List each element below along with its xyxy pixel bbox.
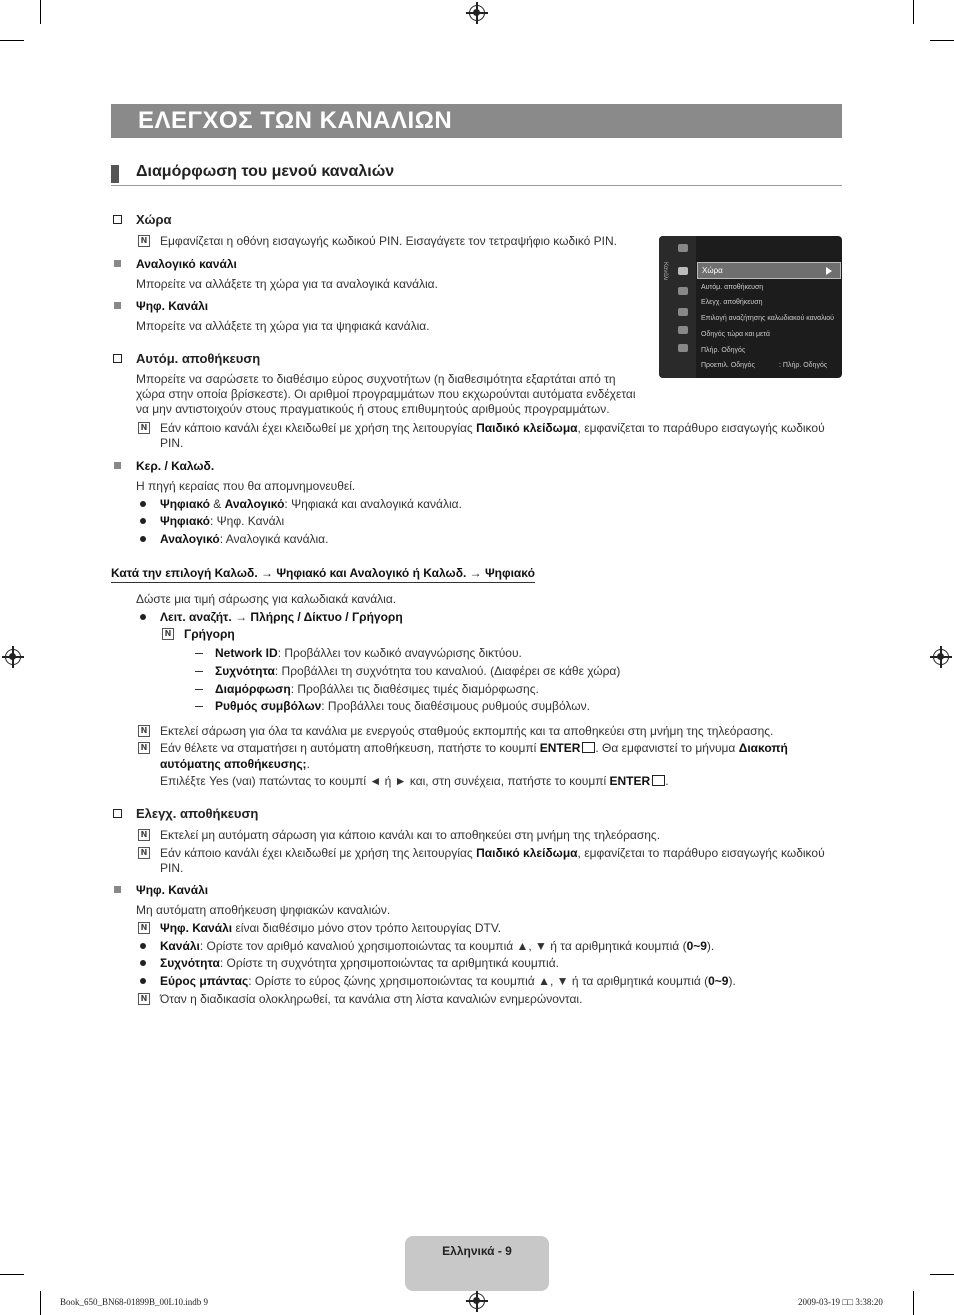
note-icon: N [162, 628, 174, 640]
note-icon: N [138, 742, 150, 754]
tv-menu-item: Οδηγός τώρα και μετά [701, 331, 770, 338]
page-number-box [405, 1236, 549, 1291]
section-marker [111, 165, 119, 183]
bullet-icon [140, 518, 146, 524]
tv-menu-side-label: Κανάλι [662, 262, 668, 281]
crop-mark [40, 1291, 41, 1315]
note-icon: N [138, 847, 150, 859]
auto-store-line: χώρα στην οποία βρίσκεστε). Οι αριθμοί προγραμμάτων που εκχωρούνται αυτόματα ενδέχεται [136, 387, 636, 401]
bullet-icon [140, 943, 146, 949]
bullet-icon [140, 536, 146, 542]
cable-search-mode: Λειτ. αναζήτ. → Πλήρης / Δίκτυο / Γρήγορη [160, 610, 403, 624]
crop-mark [0, 1274, 24, 1275]
note-icon: N [138, 922, 150, 934]
dash-icon [195, 653, 203, 654]
manual-option: Εύρος μπάντας: Ορίστε το εύρος ζώνης χρησιμοποιώντας τα κουμπιά ▲, ▼ ή τα αριθμητικά κουμπιά (0~9). [160, 974, 736, 988]
antenna-option: Ψηφιακό: Ψηφ. Κανάλι [160, 514, 285, 528]
manual-option: Συχνότητα: Ορίστε τη συχνότητα χρησιμοποιώντας τα αριθμητικά κουμπιά. [160, 956, 559, 970]
cable-note: Εκτελεί σάρωση για όλα τα κανάλια με ενεργούς σταθμούς εκπομπής και τα αποθηκεύει στη μνήμη της τηλεόρασης. [160, 724, 774, 738]
cable-heading: Κατά την επιλογή Καλωδ. → Ψηφιακό και Αναλογικό ή Καλωδ. → Ψηφιακό [111, 566, 535, 581]
support-icon [678, 308, 688, 316]
square-bullet-icon [114, 260, 121, 267]
auto-store-line: να μην αντιστοιχούν στους πραγματικούς ή στους επιθυμητούς αριθμούς προγραμμάτων. [136, 402, 610, 416]
cable-detail: Συχνότητα: Προβάλλει τη συχνότητα του καναλιού. (Διαφέρει σε κάθε χώρα) [215, 664, 621, 678]
cable-note-cont: Επιλέξτε Yes (ναι) πατώντας το κουμπί ◄ ή ► και, στη συνέχεια, πατήστε το κουμπί ENTER . [160, 774, 669, 788]
page-title-bar [111, 104, 842, 138]
antenna-text: Η πηγή κεραίας που θα απομνημονευθεί. [136, 479, 356, 493]
registration-mark-icon [933, 649, 949, 665]
crop-mark [913, 1291, 914, 1315]
checkbox-icon [113, 354, 122, 363]
manual-digital-text: Μη αυτόματη αποθήκευση ψηφιακών καναλιών. [136, 903, 391, 917]
tv-menu-item: Επιλογή αναζήτησης καλωδιακού καναλιού [701, 315, 834, 322]
page-number: Ελληνικά - 9 [442, 1244, 512, 1258]
tv-menu-item-value: : Πλήρ. Οδηγός [779, 362, 828, 369]
checkbox-icon [113, 215, 122, 224]
heading-auto-store: Αυτόμ. αποθήκευση [136, 351, 261, 366]
arrow-right-icon [826, 267, 832, 275]
media-icon [678, 326, 688, 334]
dash-icon [195, 689, 203, 690]
note-icon: N [138, 725, 150, 737]
footer-file-info: Book_650_BN68-01899B_00L10.indb 9 [60, 1297, 209, 1307]
heading-manual-store: Ελεγχ. αποθήκευση [136, 806, 259, 821]
heading-country: Χώρα [136, 212, 172, 227]
tv-menu-sidebar [659, 236, 696, 378]
checkbox-icon [113, 809, 122, 818]
bullet-icon [140, 614, 146, 620]
note-icon: N [138, 422, 150, 434]
label-antenna: Κερ. / Καλωδ. [136, 459, 215, 473]
dash-icon [195, 706, 203, 707]
footer-timestamp: 2009-03-19 □□ 3:38:20 [798, 1297, 883, 1307]
manual-option: Κανάλι: Ορίστε τον αριθμό καναλιού χρησιμοποιώντας τα κουμπιά ▲, ▼ ή τα αριθμητικά κουμπιά (0~9). [160, 939, 715, 953]
section-heading [111, 161, 842, 186]
label-analog: Αναλογικό κανάλι [136, 257, 237, 271]
auto-store-note-cont: PIN. [160, 436, 184, 450]
enter-icon [582, 742, 595, 753]
note-icon: N [138, 829, 150, 841]
square-bullet-icon [114, 462, 121, 469]
bullet-icon [140, 501, 146, 507]
antenna-option: Ψηφιακό & Αναλογικό: Ψηφιακά και αναλογικά κανάλια. [160, 497, 462, 511]
cable-note: Εάν θέλετε να σταματήσει η αυτόματη αποθήκευση, πατήστε το κουμπί ENTER . Θα εμφανιστεί το μήνυμα Διακοπή [160, 741, 788, 755]
cable-detail: Network ID: Προβάλλει τον κωδικό αναγνώρισης δικτύου. [215, 646, 522, 660]
manual-dtv-note: Ψηφ. Κανάλι είναι διαθέσιμο μόνο στον τρόπο λειτουργίας DTV. [160, 921, 502, 935]
square-bullet-icon [114, 302, 121, 309]
cable-note-cont: αυτόματης αποθήκευσης;. [160, 757, 310, 771]
tv-menu-selected-label: Χώρα [702, 266, 723, 275]
channel-icon [678, 267, 688, 275]
crop-mark [0, 40, 24, 41]
note-icon: N [138, 235, 150, 247]
registration-mark-icon [469, 1293, 485, 1309]
cable-quick: Γρήγορη [184, 627, 235, 641]
label-digital: Ψηφ. Κανάλι [136, 299, 209, 313]
cable-intro: Δώστε μια τιμή σάρωσης για καλωδιακά κανάλια. [136, 592, 397, 606]
tv-menu-item: Αυτόμ. αποθήκευση [701, 284, 764, 291]
country-note: Εμφανίζεται η οθόνη εισαγωγής κωδικού PIN. Εισαγάγετε τον τετραψήφιο κωδικό PIN. [160, 234, 618, 248]
registration-mark-icon [5, 649, 21, 665]
tv-menu-item: Προεπιλ. Οδηγός [701, 362, 755, 369]
note-icon: N [138, 993, 150, 1005]
bullet-icon [140, 978, 146, 984]
tv-menu-selected-item [697, 262, 841, 279]
manual-note: Εάν κάποιο κανάλι έχει κλειδωθεί με χρήση της λειτουργίας Παιδικό κλείδωμα, εμφανίζεται το παράθυρο εισαγωγής κωδικού [160, 846, 825, 860]
setup-icon [678, 287, 688, 295]
cable-detail: Ρυθμός συμβόλων: Προβάλλει τους διαθέσιμους ρυθμούς συμβόλων. [215, 699, 590, 713]
analog-text: Μπορείτε να αλλάξετε τη χώρα για τα αναλογικά κανάλια. [136, 277, 438, 291]
dash-icon [195, 671, 203, 672]
square-bullet-icon [114, 886, 121, 893]
registration-mark-icon [469, 5, 485, 21]
digital-text: Μπορείτε να αλλάξετε τη χώρα για τα ψηφιακά κανάλια. [136, 319, 430, 333]
tv-menu-item: Ελεγχ. αποθήκευση [701, 299, 763, 306]
tv-menu-screenshot [659, 236, 842, 378]
crop-mark [913, 0, 914, 24]
antenna-option: Αναλογικό: Αναλογικά κανάλια. [160, 532, 329, 546]
section-title: Διαμόρφωση του μενού καναλιών [136, 163, 395, 180]
manual-note: Εκτελεί μη αυτόματη σάρωση για κάποιο κανάλι και το αποθηκεύει στη μνήμη της τηλεόρασης. [160, 828, 661, 842]
auto-store-note: Εάν κάποιο κανάλι έχει κλειδωθεί με χρήση της λειτουργίας Παιδικό κλείδωμα, εμφανίζεται το παράθυρο εισαγωγής κωδικού [160, 421, 825, 435]
bullet-icon [140, 960, 146, 966]
manual-final-note: Όταν η διαδικασία ολοκληρωθεί, τα κανάλια στη λίστα καναλιών ενημερώνονται. [160, 992, 583, 1006]
input-icon [678, 244, 688, 252]
page-title: ΕΛΕΓΧΟΣ ΤΩΝ ΚΑΝΑΛΙΩΝ [138, 107, 453, 134]
crop-mark [930, 1274, 954, 1275]
cable-detail: Διαμόρφωση: Προβάλλει τις διαθέσιμες τιμές διαμόρφωσης. [215, 682, 539, 696]
application-icon [678, 344, 688, 352]
crop-mark [930, 40, 954, 41]
crop-mark [40, 0, 41, 24]
manual-note-cont: PIN. [160, 861, 184, 875]
label-manual-digital: Ψηφ. Κανάλι [136, 883, 209, 897]
tv-menu-item: Πλήρ. Οδηγός [701, 347, 746, 354]
enter-icon [652, 775, 665, 786]
auto-store-line: Μπορείτε να σαρώσετε το διαθέσιμο εύρος συχνοτήτων (η διαθεσιμότητα εξαρτάται από τη [136, 372, 616, 386]
